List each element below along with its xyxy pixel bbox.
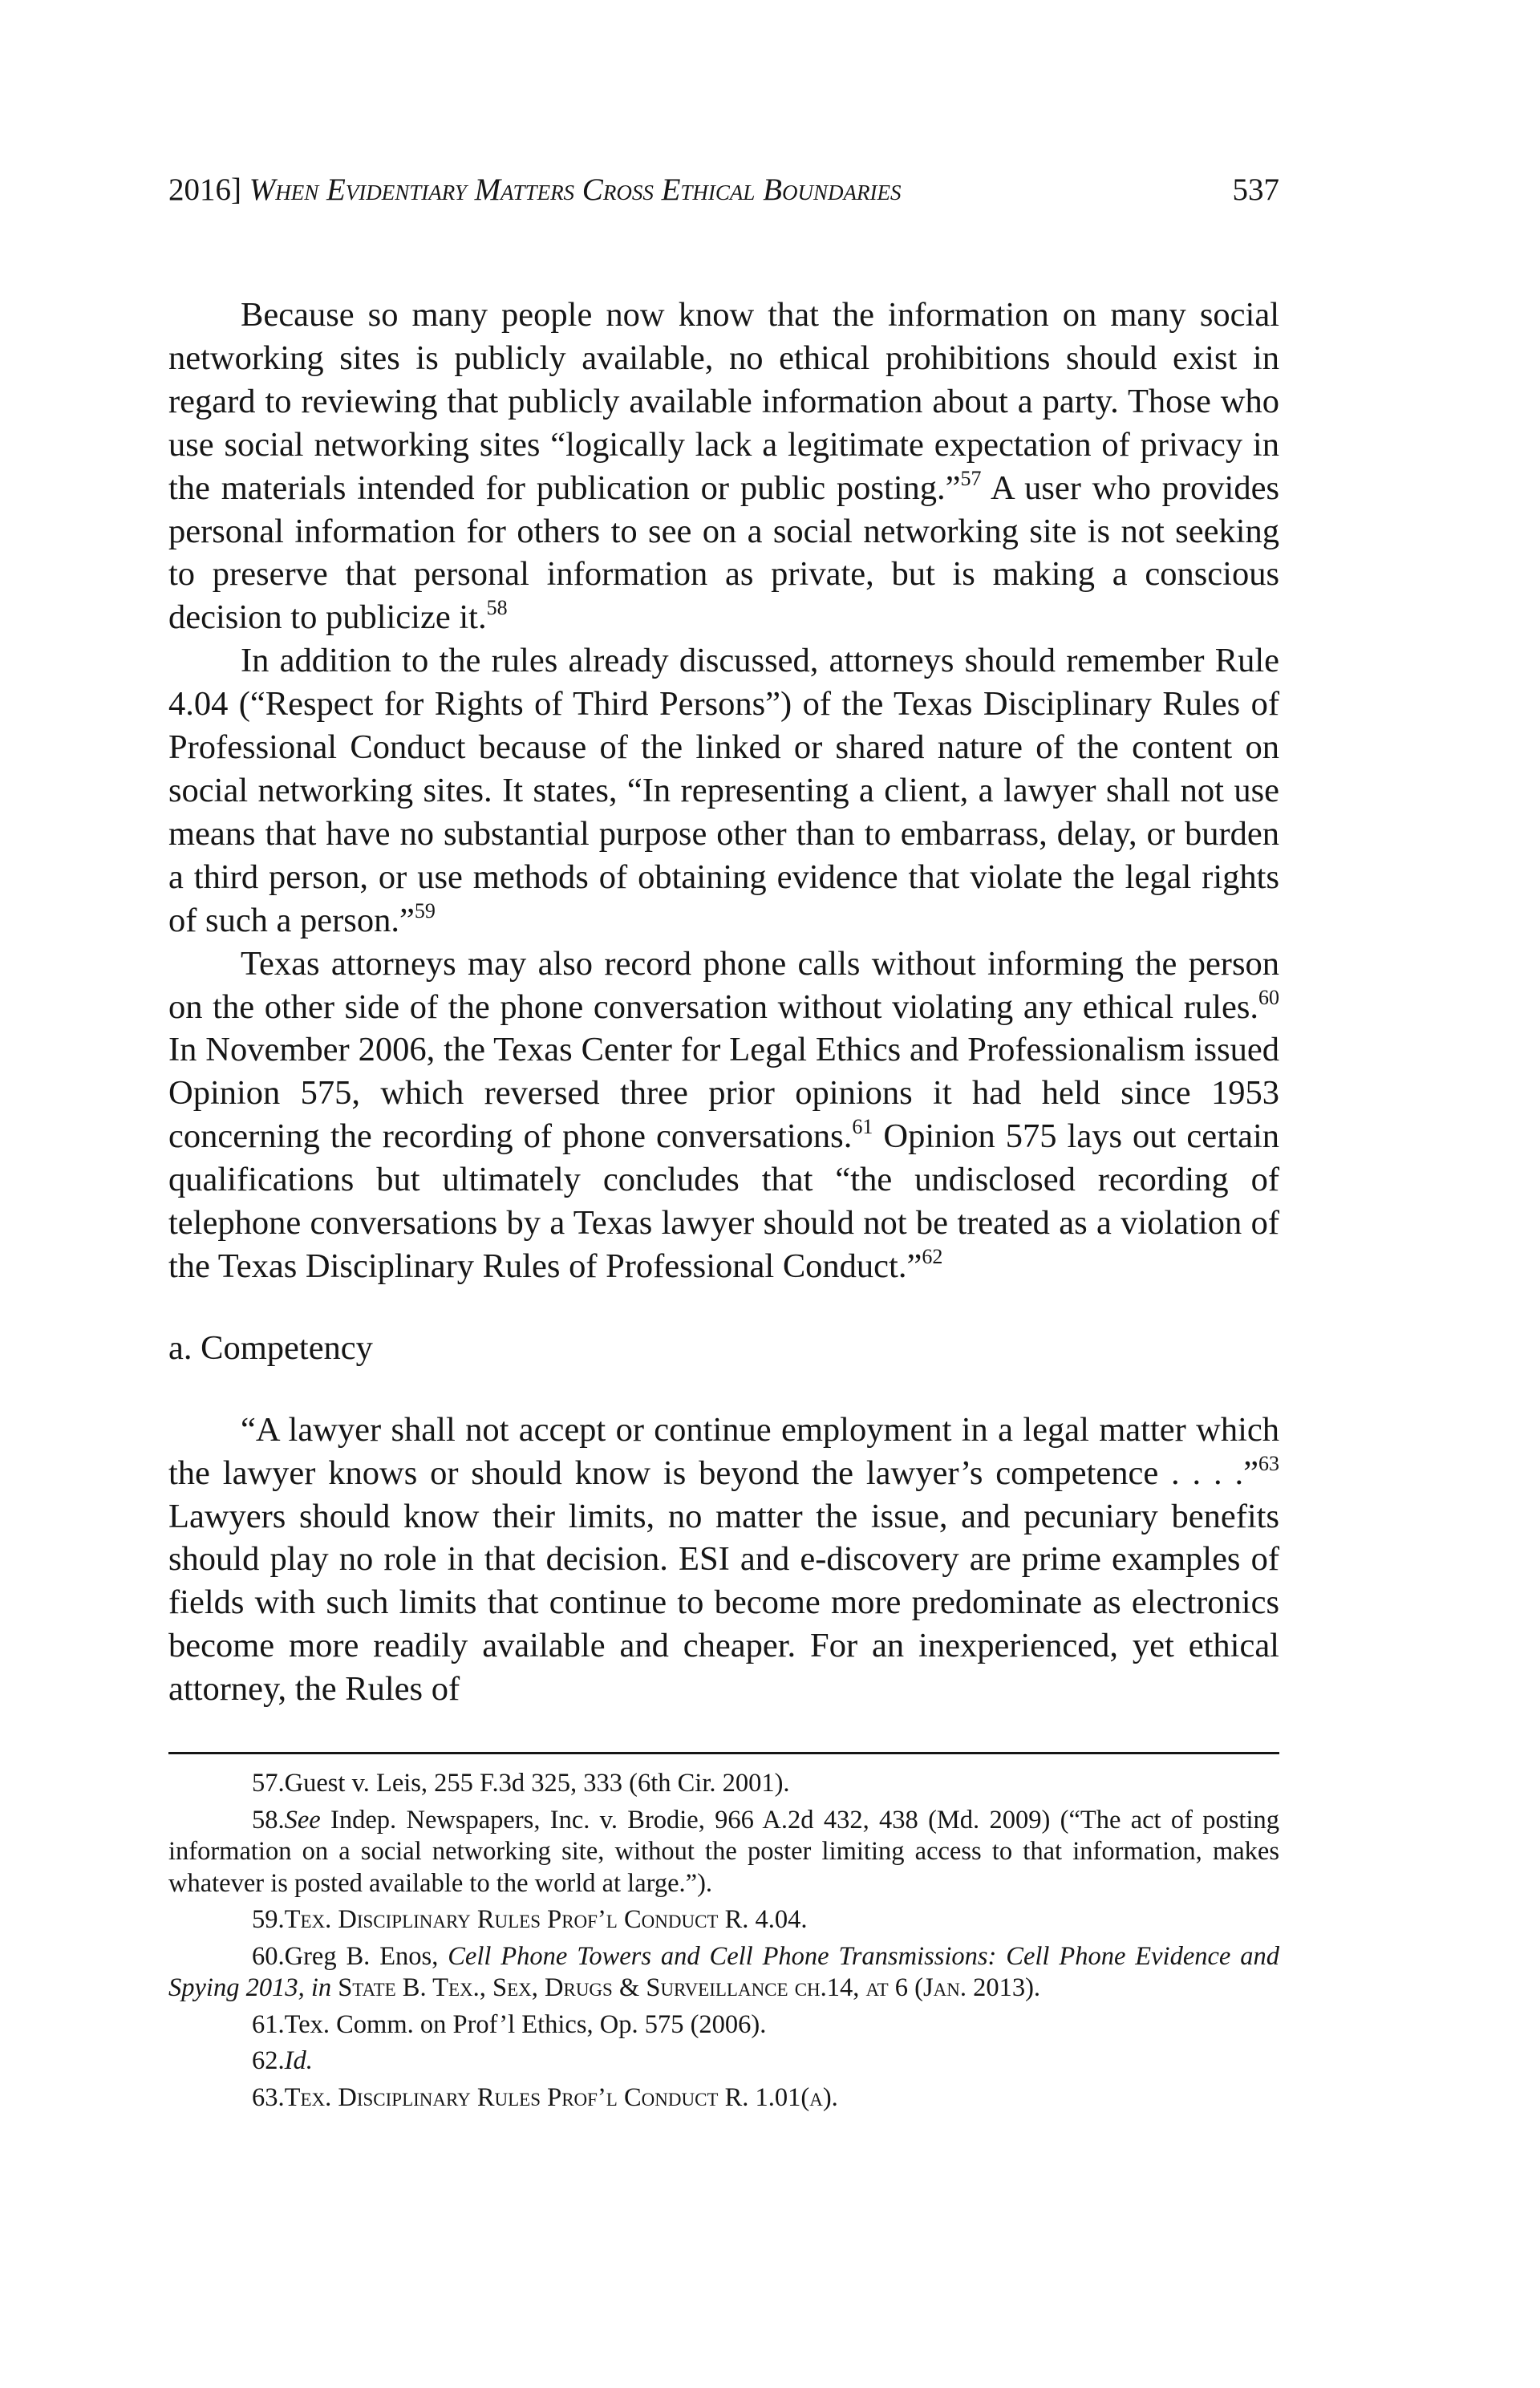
footnote-62 xyxy=(168,2045,1279,2078)
footnote-author: Greg B. Enos, xyxy=(284,1941,448,1971)
footnote-number: 60. xyxy=(252,1941,285,1971)
footnote-63 xyxy=(168,2082,1279,2114)
footnote-divider xyxy=(168,1752,1279,1754)
footnote-title: Cell Phone Towers and Cell Phone Transmissions: Cell Phone Evidence and Spying 2013, in xyxy=(168,1941,1279,2002)
footnote-60 xyxy=(168,1941,1279,2005)
paragraph-4 xyxy=(168,1409,1279,1711)
paragraph-1 xyxy=(168,294,1279,639)
footnotes xyxy=(168,1768,1279,2118)
footnote-text: Tex. Comm. on Prof’l Ethics, Op. 575 (2006). xyxy=(284,2009,767,2039)
p3-text-c: Opinion 575 lays out certain qualifications but ultimately concludes that “the undisclosed recording of telephone conversations by a Texas lawyer should not be treated as a violation of the Texas Disciplinary Rules of Professional Conduct.” xyxy=(168,1117,1279,1285)
footnote-text: State B. Tex., Sex, Drugs & Surveillance ch.14, at 6 (Jan. 2013). xyxy=(331,1973,1041,2002)
signal-see: See xyxy=(284,1805,321,1835)
footnote-59 xyxy=(168,1904,1279,1936)
p4-text-b: Lawyers should know their limits, no matter the issue, and pecuniary benefits should play no role in that decision. ESI and e-discovery are prime examples of fields with such limits that continue to become more predominate as electronics become more readily available and cheaper. For an inexperienced, yet ethical attorney, the Rules of xyxy=(168,1497,1279,1709)
footnote-text: Id. xyxy=(284,2046,313,2075)
footnote-text: Tex. Disciplinary Rules Prof’l Conduct R. 1.01(a). xyxy=(284,2082,838,2112)
footnote-text: Tex. Disciplinary Rules Prof’l Conduct R. 4.04. xyxy=(284,1905,808,1934)
footnote-ref-61: 61 xyxy=(852,1115,873,1139)
footnote-text: Indep. Newspapers, Inc. v. Brodie, 966 A.2d 432, 438 (Md. 2009) (“The act of posting information on a social networking site, without the poster limiting access to that information, makes whatever is posted available to the world at large.”). xyxy=(168,1805,1279,1898)
p1-text-a: Because so many people now know that the information on many social networking sites is publicly available, no ethical prohibitions should exist in regard to reviewing that publicly available information about a party. Those who use social networking sites “logically lack a legitimate expectation of privacy in the materials intended for publication or public posting.” xyxy=(168,296,1279,507)
footnote-ref-62: 62 xyxy=(922,1244,943,1268)
footnote-ref-57: 57 xyxy=(960,466,982,490)
footnote-58 xyxy=(168,1805,1279,1900)
footnote-57 xyxy=(168,1768,1279,1800)
footnote-number: 58. xyxy=(252,1805,285,1835)
paragraph-2 xyxy=(168,639,1279,942)
footnote-ref-63: 63 xyxy=(1258,1451,1279,1475)
paragraph-3 xyxy=(168,943,1279,1288)
p2-text: In addition to the rules already discussed, attorneys should remember Rule 4.04 (“Respect for Rights of Third Persons”) of the Texas Disciplinary Rules of Professional Conduct because of the linked or shared nature of the content on social networking sites. It states, “In representing a client, a lawyer shall not use means that have no substantial purpose other than to embarrass, delay, or burden a third person, or use methods of obtaining evidence that violate the legal rights of such a person.” xyxy=(168,642,1279,939)
p4-text-a: “A lawyer shall not accept or continue employment in a legal matter which the lawyer knows or should know is beyond the lawyer’s competence . . . .” xyxy=(168,1410,1279,1492)
page-number: 537 xyxy=(1232,172,1279,207)
footnote-text: Guest v. Leis, 255 F.3d 325, 333 (6th Cir. 2001). xyxy=(284,1769,790,1798)
footnote-ref-59: 59 xyxy=(414,898,436,922)
header-year: 2016] xyxy=(168,172,241,207)
header-left xyxy=(168,170,901,210)
footnote-61 xyxy=(168,2009,1279,2041)
footnote-ref-60: 60 xyxy=(1258,985,1279,1009)
footnote-ref-58: 58 xyxy=(486,596,508,620)
p3-text-a: Texas attorneys may also record phone calls without informing the person on the other side of the phone conversation without violating any ethical rules. xyxy=(168,944,1279,1026)
footnote-number: 63. xyxy=(252,2082,285,2112)
running-title: When Evidentiary Matters Cross Ethical Boundaries xyxy=(249,172,902,207)
footnote-number: 62. xyxy=(252,2046,285,2075)
footnote-number: 59. xyxy=(252,1905,285,1934)
footnote-number: 57. xyxy=(252,1769,285,1798)
main-text xyxy=(168,294,1279,1711)
p3-text-b: In November 2006, the Texas Center for Legal Ethics and Professionalism issued Opinion 575, which reversed three prior opinions it had held since 1953 concerning the recording of phone conversations. xyxy=(168,1031,1279,1156)
p1-text-b: A user who provides personal information for others to see on a social networking site is not seeking to preserve that personal information as private, but is making a conscious decision to publicize it. xyxy=(168,468,1279,637)
footnote-number: 61. xyxy=(252,2009,285,2039)
section-heading-competency: a. Competency xyxy=(168,1328,373,1367)
